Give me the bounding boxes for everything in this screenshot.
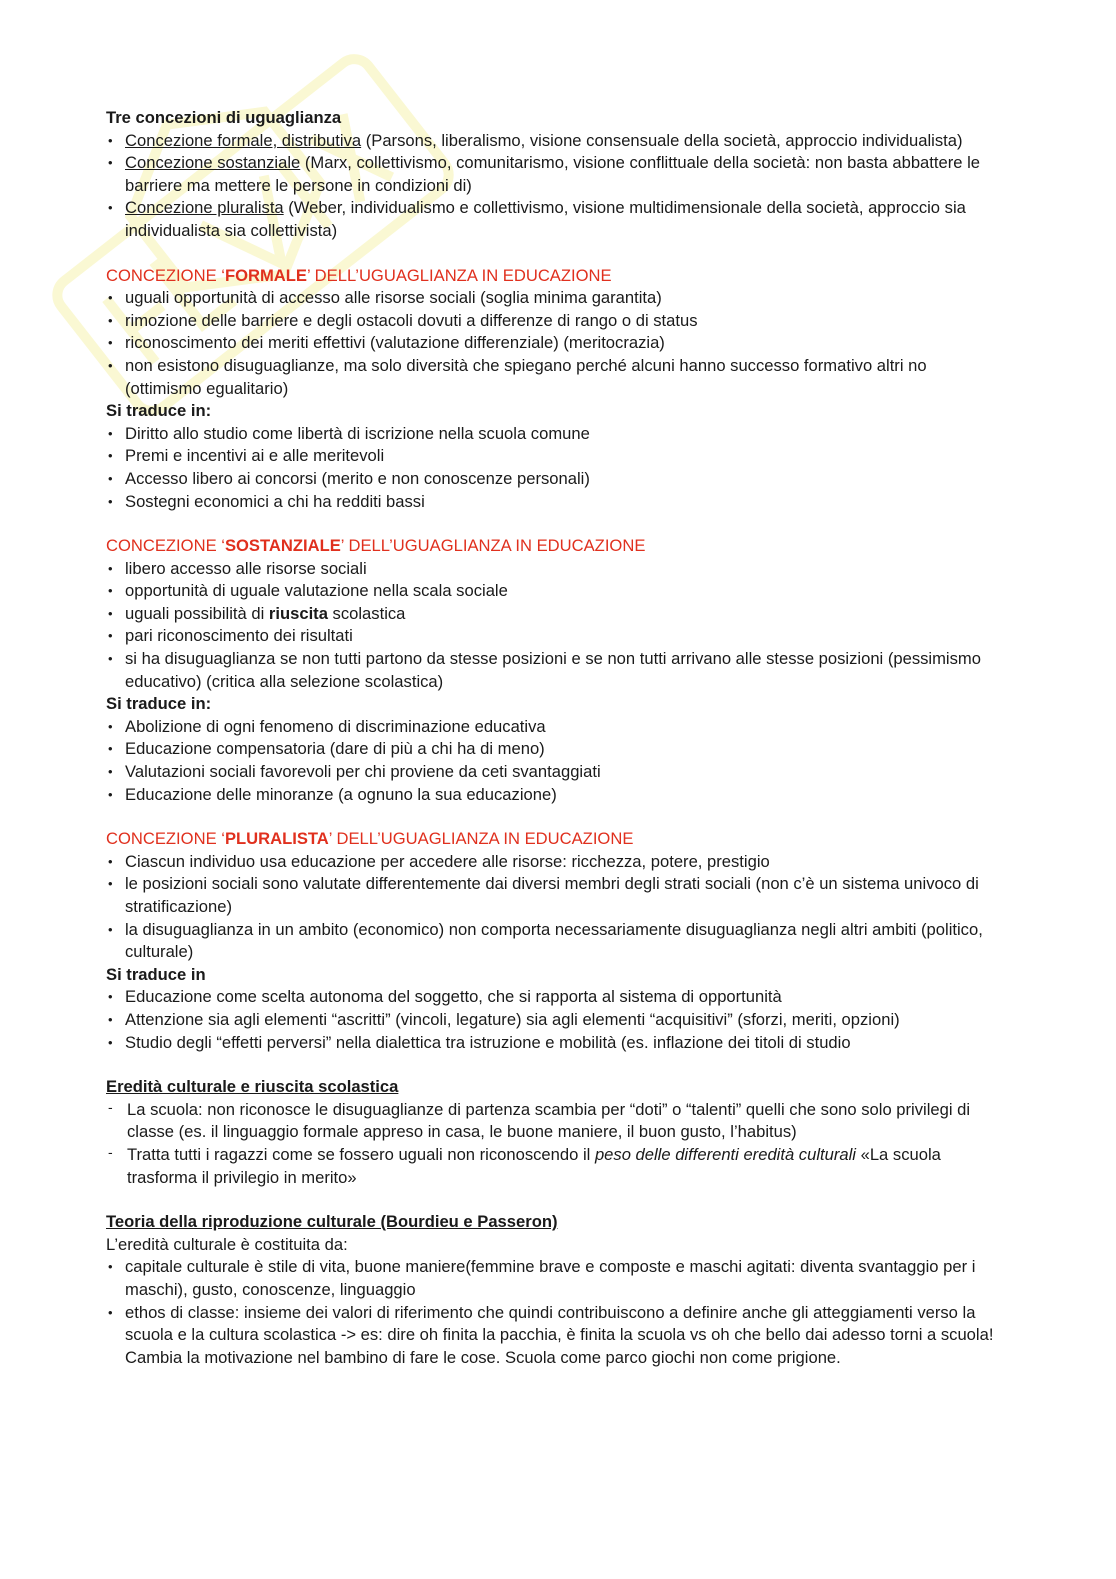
sostanziale-sub-list <box>106 716 1006 806</box>
formale-list <box>106 287 1006 400</box>
subheading-si-traduce: Si traduce in <box>106 964 206 984</box>
term-sostanziale-link: Concezione sostanziale <box>125 153 301 173</box>
subheading-si-traduce: Si traduce in: <box>106 694 212 714</box>
list-item: • Educazione come scelta autonoma del soggetto, che si rapporta al sistema di opportunità <box>106 986 1006 1009</box>
list-item: • uguali possibilità di riuscita scolastica <box>106 603 1006 626</box>
section-title-formale: CONCEZIONE ‘FORMALE’ DELL’UGUAGLIANZA IN EDUCAZIONE <box>106 265 612 285</box>
sostanziale-list <box>106 558 1006 694</box>
term-pluralista-link: Concezione pluralista <box>125 198 284 218</box>
pluralista-list <box>106 851 1006 964</box>
list-item: • ethos di classe: insieme dei valori di riferimento che quindi contribuiscono a definire anche gli atteggiamenti verso la scuola e la cultura scolastica -> es: dire oh finita la pacchia, è finita la scuola vs oh che bello dai adesso torni a scuola! Cambia la motivazione nel bambino di fare le cose. Scuola come parco giochi non come prigione. <box>106 1302 1006 1370</box>
section-title-tre-concezioni: Tre concezioni di uguaglianza <box>106 108 342 127</box>
list-item: • Educazione compensatoria (dare di più a chi ha di meno) <box>106 738 1006 761</box>
eredita-list <box>106 1099 1006 1189</box>
list-item: • uguali opportunità di accesso alle risorse sociali (soglia minima garantita) <box>106 287 1006 310</box>
list-item: • rimozione delle barriere e degli ostacoli dovuti a differenze di rango o di status <box>106 310 1006 333</box>
list-item: • Premi e incentivi ai e alle meritevoli <box>106 445 1006 468</box>
concezioni-list <box>106 130 1006 243</box>
list-item: • Diritto allo studio come libertà di iscrizione nella scuola comune <box>106 423 1006 446</box>
teoria-list <box>106 1256 1006 1369</box>
section-title-teoria: Teoria della riproduzione culturale (Bourdieu e Passeron) <box>106 1212 558 1232</box>
list-item: • Concezione formale, distributiva (Parsons, liberalismo, visione consensuale della società, approccio individualista) <box>106 130 1006 153</box>
list-item: • Abolizione di ogni fenomeno di discriminazione educativa <box>106 716 1006 739</box>
list-item: • Accesso libero ai concorsi (merito e non conoscenze personali) <box>106 468 1006 491</box>
section-title-pluralista: CONCEZIONE ‘PLURALISTA’ DELL’UGUAGLIANZA IN EDUCAZIONE <box>106 829 634 849</box>
list-item: • opportunità di uguale valutazione nella scala sociale <box>106 580 1006 603</box>
term-formale-link: Concezione formale, distributiva <box>125 130 362 150</box>
list-item: - La scuola: non riconosce le disuguaglianze di partenza scambia per “doti” o “talenti” quelli che sono solo privilegi di classe (es. il linguaggio formale appreso in casa, le buone maniere, il buon gusto, l’habitus) <box>106 1099 1006 1144</box>
pluralista-sub-list <box>106 986 1006 1054</box>
teoria-intro: L’eredità culturale è costituita da: <box>106 1234 348 1254</box>
formale-sub-list <box>106 423 1006 513</box>
section-title-eredita: Eredità culturale e riuscita scolastica <box>106 1077 399 1097</box>
list-item: • Attenzione sia agli elementi “ascritti” (vincoli, legature) sia agli elementi “acquisitivi” (sforzi, meriti, opzioni) <box>106 1009 1006 1032</box>
list-item: • la disuguaglianza in un ambito (economico) non comporta necessariamente disuguaglianza negli altri ambiti (politico, culturale) <box>106 919 1006 964</box>
list-item: • Concezione sostanziale (Marx, collettivismo, comunitarismo, visione conflittuale della società: non basta abbattere le barriere ma mettere le persone in condizioni di) <box>106 152 1006 197</box>
document-page <box>106 107 1006 1369</box>
list-item: • le posizioni sociali sono valutate differentemente dai diversi membri degli strati sociali (non c’è un sistema univoco di stratificazione) <box>106 873 1006 918</box>
section-title-sostanziale: CONCEZIONE ‘SOSTANZIALE’ DELL’UGUAGLIANZA IN EDUCAZIONE <box>106 536 646 556</box>
list-item: - Tratta tutti i ragazzi come se fossero uguali non riconoscendo il peso delle differenti eredità culturali «La scuola trasforma il privilegio in merito» <box>106 1144 1006 1189</box>
list-item: • Ciascun individuo usa educazione per accedere alle risorse: ricchezza, potere, prestigio <box>106 851 1006 874</box>
list-item: • pari riconoscimento dei risultati <box>106 625 1006 648</box>
list-item: • non esistono disuguaglianze, ma solo diversità che spiegano perché alcuni hanno successo formativo altri no (ottimismo egualitario) <box>106 355 1006 400</box>
list-item: • libero accesso alle risorse sociali <box>106 558 1006 581</box>
list-item: • Educazione delle minoranze (a ognuno la sua educazione) <box>106 784 1006 807</box>
list-item: • Valutazioni sociali favorevoli per chi proviene da ceti svantaggiati <box>106 761 1006 784</box>
list-item: • si ha disuguaglianza se non tutti partono da stesse posizioni e se non tutti arrivano alle stesse posizioni (pessimismo educativo) (critica alla selezione scolastica) <box>106 648 1006 693</box>
list-item: • Sostegni economici a chi ha redditi bassi <box>106 491 1006 514</box>
list-item: • Concezione pluralista (Weber, individualismo e collettivismo, visione multidimensionale della società, approccio sia individualista sia collettivista) <box>106 197 1006 242</box>
list-item: • capitale culturale è stile di vita, buone maniere(femmine brave e composte e maschi agitati: diventa svantaggio per i maschi), gusto, conoscenze, linguaggio <box>106 1256 1006 1301</box>
subheading-si-traduce: Si traduce in: <box>106 401 212 421</box>
list-item: • Studio degli “effetti perversi” nella dialettica tra istruzione e mobilità (es. inflazione dei titoli di studio <box>106 1032 1006 1055</box>
list-item: • riconoscimento dei meriti effettivi (valutazione differenziale) (meritocrazia) <box>106 332 1006 355</box>
